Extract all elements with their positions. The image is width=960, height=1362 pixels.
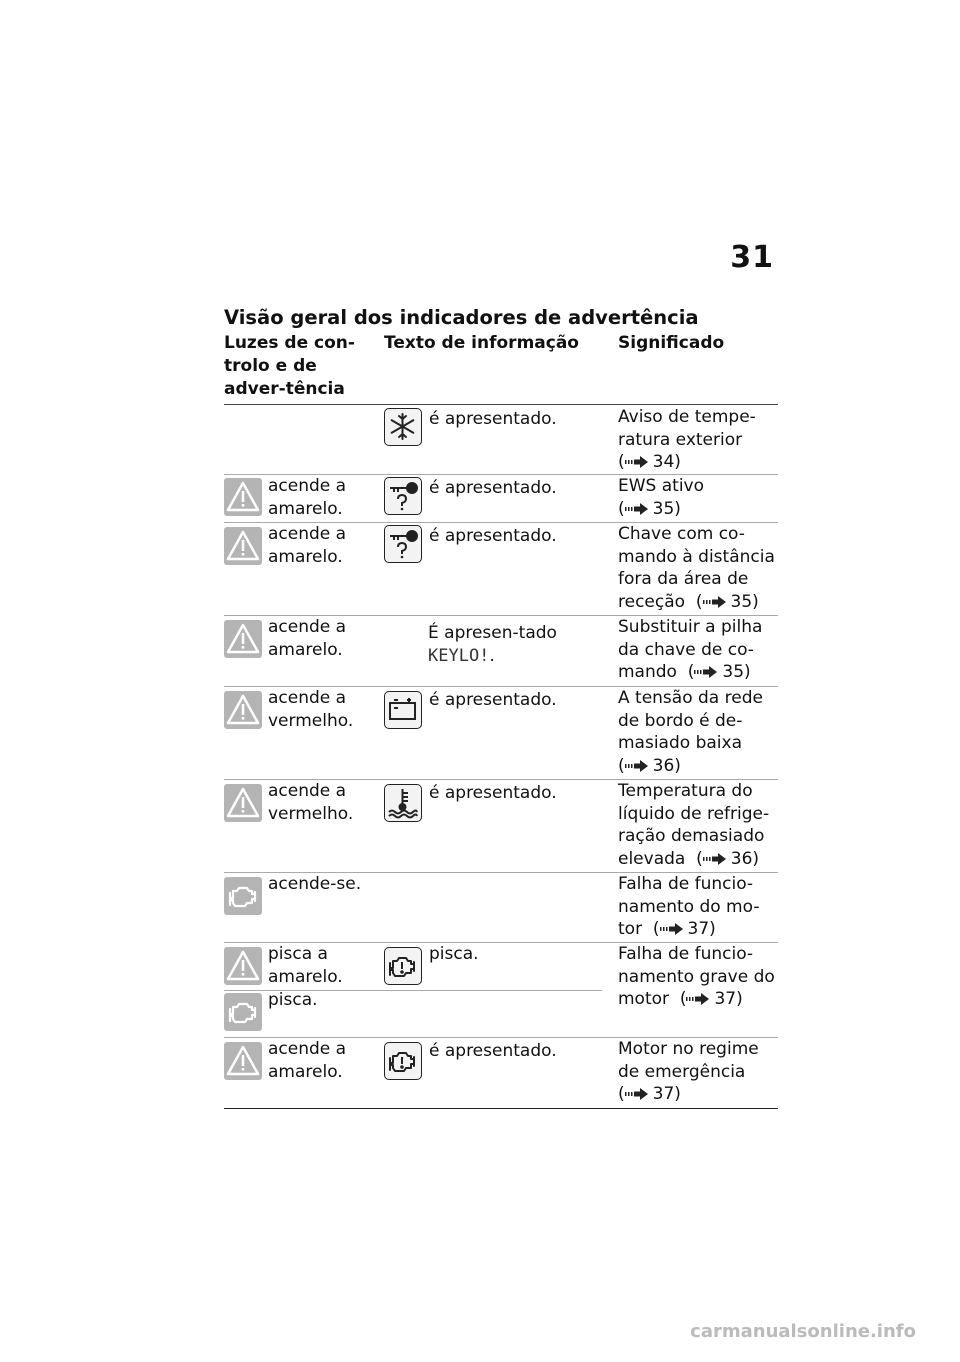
table-row <box>224 873 778 943</box>
warning-triangle-icon <box>224 691 262 729</box>
page-ref-arrow-icon <box>703 853 727 865</box>
header-info-text: Texto de informação <box>384 333 579 353</box>
table-row <box>224 523 778 616</box>
table-row <box>224 475 778 523</box>
warning-triangle-icon <box>224 1042 262 1080</box>
meaning: EWS ativo ( 35) <box>618 476 705 519</box>
meaning-text: Falha de funcio-namento grave do motor <box>618 944 775 1009</box>
info-text-prefix: É apresen-tado <box>428 623 557 643</box>
meaning: Motor no regime de emergência ( 37) <box>618 1039 759 1104</box>
info-text: é apresentado. <box>429 478 557 498</box>
engine-icon <box>224 993 262 1031</box>
page-ref-arrow-icon <box>625 760 649 772</box>
warning-triangle-icon <box>224 478 262 516</box>
info-text: é apresentado. <box>429 783 557 803</box>
info-text: é apresentado. <box>429 409 557 429</box>
coolant-temperature-icon <box>384 784 422 822</box>
engine-icon <box>384 947 422 985</box>
battery-icon <box>384 691 422 729</box>
light-text: acende a amarelo. <box>268 524 347 567</box>
page-ref-arrow-icon <box>686 993 710 1005</box>
light-text-secondary: pisca. <box>268 990 318 1010</box>
page-ref-arrow-icon <box>703 596 727 608</box>
light-text: acende a vermelho. <box>268 688 354 731</box>
light-text: acende a amarelo. <box>268 476 347 519</box>
meaning: Chave com co-mando à distância fora da área de receção ( 35) <box>618 524 775 612</box>
info-text-suffix: . <box>489 645 495 666</box>
table-row <box>224 616 778 687</box>
header-lights: Luzes de con-trolo e de adver-tência <box>224 333 355 399</box>
page-ref[interactable]: 37 <box>714 989 737 1009</box>
table-row <box>224 780 778 873</box>
meaning-text: A tensão da rede de bordo é de-masiado baixa <box>618 688 763 753</box>
header-divider <box>224 404 778 405</box>
info-text <box>428 622 578 667</box>
page-ref[interactable]: 37 <box>687 919 710 939</box>
warning-triangle-icon <box>224 784 262 822</box>
page-ref[interactable]: 35 <box>722 662 745 682</box>
meaning: Falha de funcio-namento do mo-tor ( 37) <box>618 874 760 939</box>
table-row <box>224 1038 778 1109</box>
warning-triangle-icon <box>224 620 262 658</box>
info-text: pisca. <box>429 944 479 964</box>
meaning-text: Aviso de tempe-ratura exterior <box>618 407 756 450</box>
table-row <box>224 943 778 1038</box>
table-row <box>224 406 778 475</box>
page-ref[interactable]: 36 <box>652 755 675 776</box>
watermark: carmanualsonline.info <box>690 1321 916 1342</box>
page-ref[interactable]: 35 <box>652 498 675 519</box>
page-ref-arrow-icon <box>694 666 718 678</box>
warning-triangle-icon <box>224 527 262 565</box>
meaning-text: Temperatura do líquido de refrige-ração demasiado elevada <box>618 781 770 869</box>
meaning: Temperatura do líquido de refrige-ração demasiado elevada ( 36) <box>618 781 770 869</box>
light-text: acende-se. <box>268 874 362 894</box>
meaning-text: Falha de funcio-namento do mo-tor <box>618 874 760 939</box>
engine-icon <box>224 877 262 915</box>
page-ref[interactable]: 37 <box>652 1084 675 1104</box>
page-ref-arrow-icon <box>625 456 649 468</box>
page-ref[interactable]: 35 <box>730 591 753 612</box>
info-text: é apresentado. <box>429 690 557 710</box>
page-number: 31 <box>730 240 774 275</box>
warning-triangle-icon <box>224 947 262 985</box>
light-text: pisca a amarelo. <box>268 944 343 987</box>
meaning: Falha de funcio-namento grave do motor ( 37) <box>618 944 775 1009</box>
meaning-text: EWS ativo <box>618 476 705 496</box>
meaning-text: Motor no regime de emergência <box>618 1039 759 1082</box>
meaning-text: Chave com co-mando à distância fora da área de receção <box>618 524 775 612</box>
page-ref-arrow-icon <box>660 923 684 935</box>
light-text: acende a vermelho. <box>268 781 354 824</box>
key-question-icon <box>384 477 422 515</box>
snowflake-icon <box>384 408 422 446</box>
page-ref[interactable]: 36 <box>730 848 753 869</box>
section-title: Visão geral dos indicadores de advertência <box>224 306 699 329</box>
page-ref-arrow-icon <box>625 1088 649 1100</box>
info-code: KEYLO! <box>428 645 490 666</box>
header-meaning: Significado <box>618 333 725 353</box>
info-text: é apresentado. <box>429 1041 557 1061</box>
meaning: Substituir a pilha da chave de co-mando ( 35) <box>618 617 763 682</box>
page-ref[interactable]: 34 <box>652 452 675 472</box>
meaning-text: Substituir a pilha da chave de co-mando <box>618 617 763 682</box>
key-question-icon <box>384 525 422 563</box>
light-text: acende a amarelo. <box>268 617 347 660</box>
meaning: Aviso de tempe-ratura exterior ( 34) <box>618 407 756 472</box>
light-text: acende a amarelo. <box>268 1039 347 1082</box>
table-row <box>224 687 778 780</box>
meaning: A tensão da rede de bordo é de-masiado baixa ( 36) <box>618 688 763 776</box>
info-text: é apresentado. <box>429 526 557 546</box>
engine-icon <box>384 1042 422 1080</box>
page-ref-arrow-icon <box>625 503 649 515</box>
